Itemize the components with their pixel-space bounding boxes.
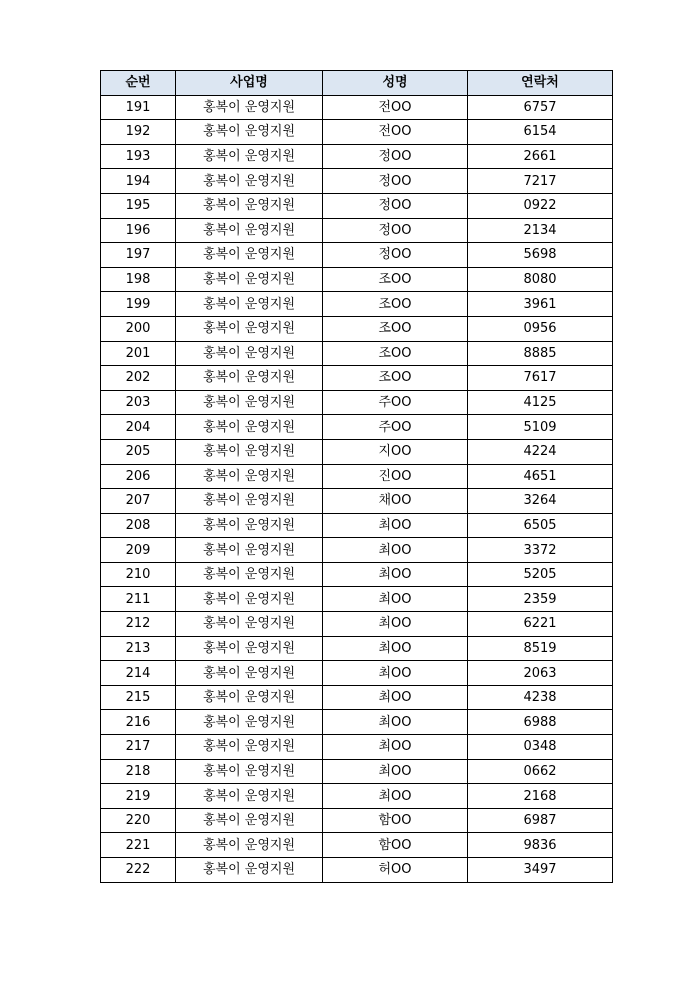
table-row [101,661,613,686]
cell-contact: 8885 [468,341,613,366]
cell-number: 199 [101,292,176,317]
cell-number: 196 [101,218,176,243]
cell-person-name: 조OO [323,267,468,292]
cell-project-name: 홍복이 운영지원 [176,439,323,464]
cell-contact: 4238 [468,685,613,710]
cell-contact: 4651 [468,464,613,489]
cell-project-name: 홍복이 운영지원 [176,784,323,809]
cell-number: 202 [101,366,176,391]
roster-table [100,70,613,883]
cell-number: 191 [101,95,176,120]
cell-contact: 6757 [468,95,613,120]
table-row [101,243,613,268]
header-number: 순번 [101,71,176,96]
table-row [101,612,613,637]
cell-person-name: 정OO [323,218,468,243]
table-row [101,710,613,735]
cell-project-name: 홍복이 운영지원 [176,612,323,637]
cell-person-name: 최OO [323,735,468,760]
cell-person-name: 조OO [323,341,468,366]
cell-number: 197 [101,243,176,268]
cell-project-name: 홍복이 운영지원 [176,562,323,587]
cell-person-name: 정OO [323,169,468,194]
cell-project-name: 홍복이 운영지원 [176,292,323,317]
table-row [101,218,613,243]
cell-project-name: 홍복이 운영지원 [176,636,323,661]
table-row [101,562,613,587]
table-row [101,316,613,341]
cell-contact: 3961 [468,292,613,317]
cell-project-name: 홍복이 운영지원 [176,513,323,538]
cell-contact: 0922 [468,193,613,218]
cell-number: 208 [101,513,176,538]
cell-contact: 5205 [468,562,613,587]
cell-number: 198 [101,267,176,292]
table-row [101,489,613,514]
cell-person-name: 주OO [323,415,468,440]
cell-person-name: 조OO [323,316,468,341]
cell-person-name: 정OO [323,243,468,268]
table-header [101,71,613,96]
cell-contact: 8080 [468,267,613,292]
cell-project-name: 홍복이 운영지원 [176,366,323,391]
cell-project-name: 홍복이 운영지원 [176,759,323,784]
cell-contact: 8519 [468,636,613,661]
table-row [101,341,613,366]
cell-number: 201 [101,341,176,366]
cell-person-name: 함OO [323,833,468,858]
cell-contact: 6154 [468,120,613,145]
cell-project-name: 홍복이 운영지원 [176,489,323,514]
cell-project-name: 홍복이 운영지원 [176,464,323,489]
table-row [101,366,613,391]
cell-person-name: 최OO [323,636,468,661]
table-row [101,95,613,120]
cell-contact: 4125 [468,390,613,415]
cell-person-name: 최OO [323,538,468,563]
cell-contact: 9836 [468,833,613,858]
table-row [101,144,613,169]
table-row [101,685,613,710]
cell-person-name: 허OO [323,858,468,883]
cell-person-name: 최OO [323,513,468,538]
cell-contact: 3264 [468,489,613,514]
cell-project-name: 홍복이 운영지원 [176,685,323,710]
cell-number: 212 [101,612,176,637]
cell-number: 193 [101,144,176,169]
cell-project-name: 홍복이 운영지원 [176,144,323,169]
cell-project-name: 홍복이 운영지원 [176,808,323,833]
cell-person-name: 지OO [323,439,468,464]
table-row [101,513,613,538]
table-row [101,193,613,218]
cell-contact: 0348 [468,735,613,760]
cell-number: 204 [101,415,176,440]
cell-contact: 0662 [468,759,613,784]
cell-contact: 2661 [468,144,613,169]
table-row [101,292,613,317]
table-row [101,439,613,464]
cell-contact: 2168 [468,784,613,809]
cell-number: 209 [101,538,176,563]
cell-person-name: 조OO [323,366,468,391]
cell-number: 206 [101,464,176,489]
table-row [101,415,613,440]
cell-contact: 6987 [468,808,613,833]
cell-contact: 3497 [468,858,613,883]
table-row [101,833,613,858]
table-row [101,120,613,145]
cell-contact: 6221 [468,612,613,637]
cell-person-name: 조OO [323,292,468,317]
cell-number: 222 [101,858,176,883]
cell-number: 195 [101,193,176,218]
cell-person-name: 전OO [323,120,468,145]
header-person-name: 성명 [323,71,468,96]
cell-number: 211 [101,587,176,612]
cell-number: 217 [101,735,176,760]
table-row [101,267,613,292]
table-row [101,735,613,760]
cell-contact: 2063 [468,661,613,686]
cell-contact: 6988 [468,710,613,735]
cell-person-name: 최OO [323,587,468,612]
cell-project-name: 홍복이 운영지원 [176,587,323,612]
cell-project-name: 홍복이 운영지원 [176,661,323,686]
cell-project-name: 홍복이 운영지원 [176,538,323,563]
cell-person-name: 전OO [323,95,468,120]
table-row [101,808,613,833]
cell-person-name: 최OO [323,759,468,784]
table-row [101,169,613,194]
cell-project-name: 홍복이 운영지원 [176,193,323,218]
table-row [101,390,613,415]
cell-number: 205 [101,439,176,464]
cell-contact: 2134 [468,218,613,243]
cell-contact: 3372 [468,538,613,563]
header-contact: 연락처 [468,71,613,96]
cell-contact: 4224 [468,439,613,464]
cell-contact: 5109 [468,415,613,440]
cell-project-name: 홍복이 운영지원 [176,169,323,194]
cell-number: 216 [101,710,176,735]
table-row [101,587,613,612]
cell-number: 192 [101,120,176,145]
cell-person-name: 채OO [323,489,468,514]
cell-number: 203 [101,390,176,415]
cell-project-name: 홍복이 운영지원 [176,243,323,268]
cell-project-name: 홍복이 운영지원 [176,735,323,760]
cell-person-name: 주OO [323,390,468,415]
cell-number: 194 [101,169,176,194]
cell-number: 214 [101,661,176,686]
cell-project-name: 홍복이 운영지원 [176,95,323,120]
table-row [101,538,613,563]
cell-person-name: 최OO [323,562,468,587]
cell-project-name: 홍복이 운영지원 [176,710,323,735]
header-project-name: 사업명 [176,71,323,96]
cell-project-name: 홍복이 운영지원 [176,218,323,243]
cell-person-name: 최OO [323,661,468,686]
cell-person-name: 최OO [323,685,468,710]
cell-person-name: 최OO [323,710,468,735]
cell-project-name: 홍복이 운영지원 [176,858,323,883]
cell-number: 219 [101,784,176,809]
cell-contact: 2359 [468,587,613,612]
cell-person-name: 정OO [323,193,468,218]
cell-project-name: 홍복이 운영지원 [176,316,323,341]
table-row [101,636,613,661]
cell-person-name: 정OO [323,144,468,169]
cell-number: 220 [101,808,176,833]
cell-person-name: 진OO [323,464,468,489]
cell-contact: 0956 [468,316,613,341]
table-row [101,784,613,809]
cell-number: 210 [101,562,176,587]
cell-project-name: 홍복이 운영지원 [176,341,323,366]
cell-person-name: 최OO [323,612,468,637]
cell-project-name: 홍복이 운영지원 [176,120,323,145]
cell-project-name: 홍복이 운영지원 [176,415,323,440]
cell-project-name: 홍복이 운영지원 [176,833,323,858]
table-row [101,858,613,883]
cell-number: 213 [101,636,176,661]
cell-number: 215 [101,685,176,710]
cell-contact: 6505 [468,513,613,538]
table-row [101,759,613,784]
cell-project-name: 홍복이 운영지원 [176,390,323,415]
header-row [101,71,613,96]
table-row [101,464,613,489]
cell-person-name: 함OO [323,808,468,833]
cell-person-name: 최OO [323,784,468,809]
cell-contact: 7217 [468,169,613,194]
cell-number: 218 [101,759,176,784]
cell-contact: 7617 [468,366,613,391]
cell-number: 207 [101,489,176,514]
cell-project-name: 홍복이 운영지원 [176,267,323,292]
table-body [101,95,613,882]
cell-contact: 5698 [468,243,613,268]
cell-number: 200 [101,316,176,341]
cell-number: 221 [101,833,176,858]
